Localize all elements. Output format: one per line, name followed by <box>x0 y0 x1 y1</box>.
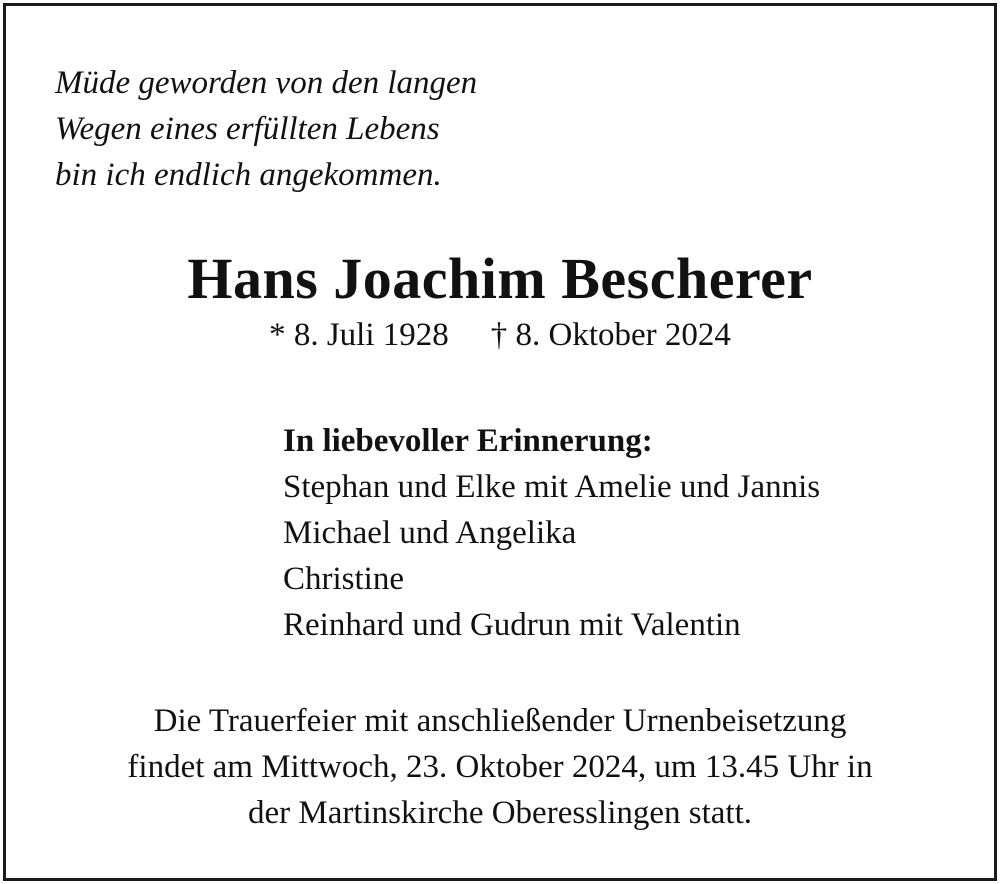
mourner-line: Reinhard und Gudrun mit Valentin <box>283 607 741 643</box>
mourners-heading: In liebevoller Erinnerung: <box>283 423 653 459</box>
mourner-line: Christine <box>283 561 404 597</box>
memorial-verse <box>55 60 477 198</box>
life-dates <box>0 315 1000 355</box>
service-line: Die Trauerfeier mit anschließender Urnenbeisetzung <box>153 703 847 739</box>
verse-line: bin ich endlich angekommen. <box>55 157 442 193</box>
mourner-line: Stephan und Elke mit Amelie und Jannis <box>283 469 821 505</box>
mourner-line: Michael und Angelika <box>283 515 577 551</box>
deceased-name: Hans Joachim Bescherer <box>187 246 813 311</box>
verse-line: Müde geworden von den langen <box>55 65 478 101</box>
verse-line: Wegen eines erfüllten Lebens <box>55 111 440 147</box>
service-line: findet am Mittwoch, 23. Oktober 2024, um 13.45 Uhr in <box>127 749 873 785</box>
funeral-service-info <box>0 698 1000 836</box>
death-date: † 8. Oktober 2024 <box>490 317 731 353</box>
service-line: der Martinskirche Oberesslingen statt. <box>247 795 753 831</box>
mourners-block <box>283 418 820 648</box>
birth-date: * 8. Juli 1928 <box>269 317 449 353</box>
